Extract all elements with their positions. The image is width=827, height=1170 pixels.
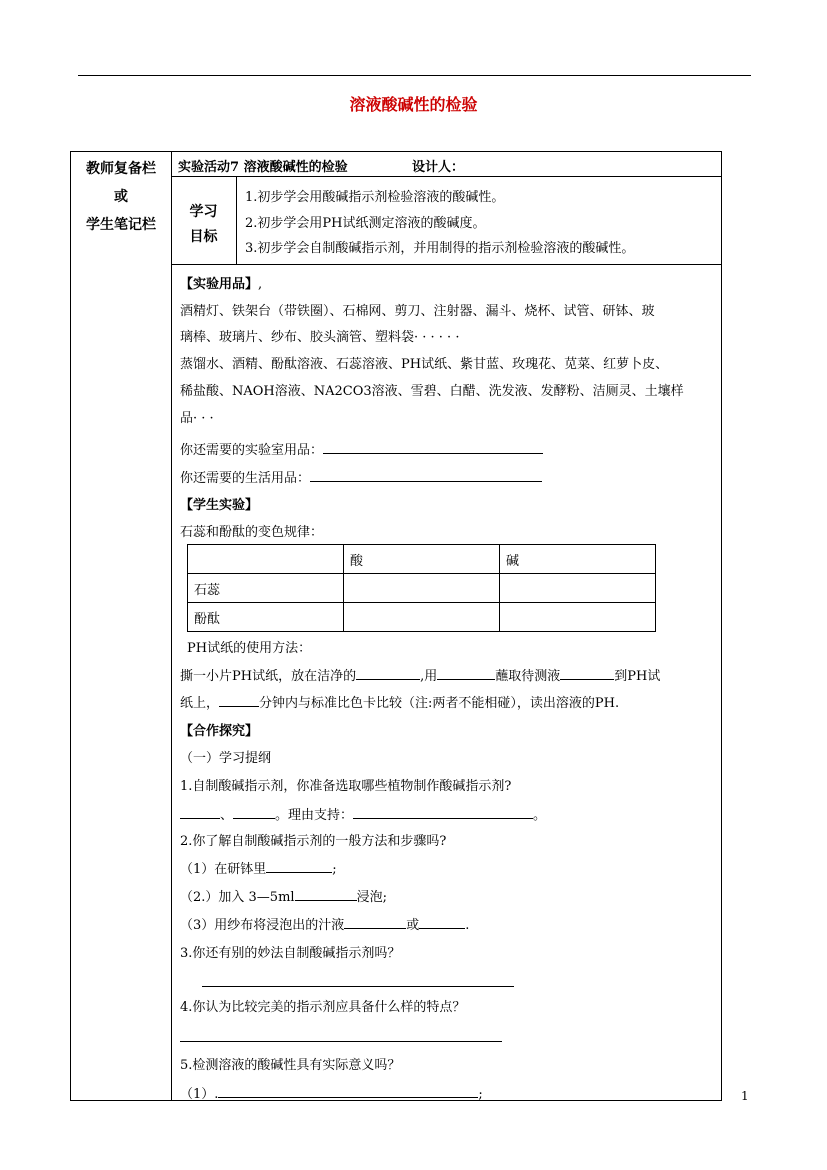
ph-blank[interactable] (560, 667, 614, 680)
ph-text: ,用 (420, 669, 438, 684)
materials-heading-tail: , (258, 277, 263, 292)
step-text: （3）用纱布将浸泡出的汁液 (180, 918, 345, 933)
table-row (188, 545, 656, 574)
table-cell[interactable] (344, 574, 500, 603)
goals-label-2: 目标 (189, 229, 218, 245)
answer-blank[interactable] (218, 1085, 478, 1098)
question-1: 1.自制酸碱指示剂，你准备选取哪些植物制作酸碱指示剂? (180, 779, 512, 794)
step-text: 或 (406, 918, 420, 933)
step-blank[interactable] (344, 916, 406, 929)
ph-text: 到PH试 (614, 669, 661, 684)
designer-label: 设计人： (412, 160, 465, 175)
ph-text: 撕一小片PH试纸，放在洁净的 (180, 669, 357, 684)
step-blank[interactable] (419, 916, 465, 929)
answer-text: ; (478, 1087, 483, 1102)
ph-text: 蘸取待测液 (495, 669, 561, 684)
life-need-blank[interactable] (310, 469, 542, 482)
answer-blank[interactable] (180, 806, 220, 819)
question-2-step-3 (180, 914, 469, 933)
student-exp-heading: 【学生实验】 (180, 498, 259, 513)
ph-blank[interactable] (219, 694, 259, 707)
life-need-line (180, 467, 542, 486)
header-rule (78, 75, 751, 76)
materials-line-4: 稀盐酸、NAOH溶液、NA2CO3溶液、雪碧、白醋、洗发液、发酵粉、洁厕灵、土壤样 (180, 384, 684, 399)
table-cell[interactable] (344, 603, 500, 632)
lab-need-line (180, 439, 543, 458)
left-column-line3: 学生笔记栏 (86, 217, 156, 233)
left-column-line1: 教师复备栏 (86, 161, 156, 177)
answer-text: 。 (533, 808, 547, 823)
materials-heading (180, 273, 262, 292)
question-4-blank[interactable] (180, 1029, 502, 1042)
goal-item-1: 1.初步学会用酸碱指示剂检验溶液的酸碱性。 (245, 190, 505, 205)
goal-item-2: 2.初步学会用PH试纸测定溶液的酸碱度。 (245, 216, 486, 231)
materials-line-2: 璃棒、玻璃片、纱布、胶头滴管、塑料袋· · · · · · (180, 330, 460, 345)
lab-need-blank[interactable] (323, 441, 543, 454)
ph-text: 分钟内与标准比色卡比较（注:两者不能相碰），读出溶液的PH. (259, 696, 620, 711)
materials-line-3: 蒸馏水、酒精、酚酞溶液、石蕊溶液、PH试纸、紫甘蓝、玫瑰花、苋菜、红萝卜皮、 (180, 357, 669, 372)
answer-blank[interactable] (353, 806, 533, 819)
row-divider (171, 176, 722, 177)
ph-method-label: PH试纸的使用方法： (187, 641, 312, 656)
ph-step-line-2 (180, 692, 619, 711)
step-blank[interactable] (266, 860, 332, 873)
step-text: . (465, 918, 470, 933)
goal-item-3: 3.初步学会自制酸碱指示剂，并用制得的指示剂检验溶液的酸碱性。 (245, 241, 635, 256)
left-column-line2: 或 (114, 189, 128, 205)
answer-blank[interactable] (233, 806, 275, 819)
color-rule-label: 石蕊和酚酞的变色规律： (180, 525, 324, 540)
explore-heading: 【合作探究】 (180, 724, 259, 739)
table-row (188, 574, 656, 603)
step-blank[interactable] (295, 888, 357, 901)
materials-line-1: 酒精灯、铁架台（带铁圈）、石棉网、剪刀、注射器、漏斗、烧杯、试管、研钵、玻 (180, 304, 655, 319)
table-cell[interactable] (500, 603, 656, 632)
materials-line-5: 品· · · (180, 411, 214, 426)
step-text: （1）在研钵里 (180, 862, 267, 877)
row-divider (171, 264, 722, 265)
indicator-table (187, 544, 656, 632)
question-3: 3.你还有别的妙法自制酸碱指示剂吗？ (180, 946, 401, 961)
table-header-cell: 酸 (344, 545, 500, 574)
ph-blank[interactable] (437, 667, 495, 680)
explore-subheading: （一）学习提纲 (180, 751, 272, 766)
page-title: 溶液酸碱性的检验 (349, 95, 478, 114)
question-2-step-1 (180, 858, 337, 877)
step-text: ; (332, 862, 337, 877)
ph-blank[interactable] (356, 667, 420, 680)
question-2-step-2 (180, 886, 387, 905)
step-text: 浸泡; (356, 890, 387, 905)
table-cell[interactable] (500, 574, 656, 603)
question-4: 4.你认为比较完美的指示剂应具备什么样的特点？ (180, 1000, 466, 1015)
question-3-blank[interactable] (202, 974, 514, 987)
life-need-label: 你还需要的生活用品： (180, 471, 311, 486)
activity-title: 实验活动7 溶液酸碱性的检验 (178, 160, 348, 175)
answer-text: 。理由支持： (275, 808, 354, 823)
left-column-divider (171, 151, 172, 1101)
question-5-answer-1 (180, 1083, 483, 1102)
ph-text: 纸上， (180, 696, 220, 711)
lab-need-label: 你还需要的实验室用品： (180, 443, 324, 458)
step-text: （2.）加入 3—5ml (180, 890, 295, 905)
page-number: 1 (741, 1089, 749, 1103)
answer-text: 、 (220, 808, 234, 823)
table-row (188, 603, 656, 632)
goals-label-1: 学习 (189, 204, 218, 220)
question-2: 2.你了解自制酸碱指示剂的一般方法和步骤吗? (180, 834, 447, 849)
answer-text: （1）. (180, 1087, 219, 1102)
table-header-cell (188, 545, 344, 574)
goals-divider (236, 176, 237, 264)
table-cell: 石蕊 (188, 574, 344, 603)
ph-step-line-1 (180, 665, 660, 684)
table-header-cell: 碱 (500, 545, 656, 574)
question-5: 5.检测溶液的酸碱性具有实际意义吗？ (180, 1058, 401, 1073)
table-cell: 酚酞 (188, 603, 344, 632)
question-1-answer (180, 804, 546, 823)
materials-heading-text: 【实验用品】 (180, 277, 259, 292)
